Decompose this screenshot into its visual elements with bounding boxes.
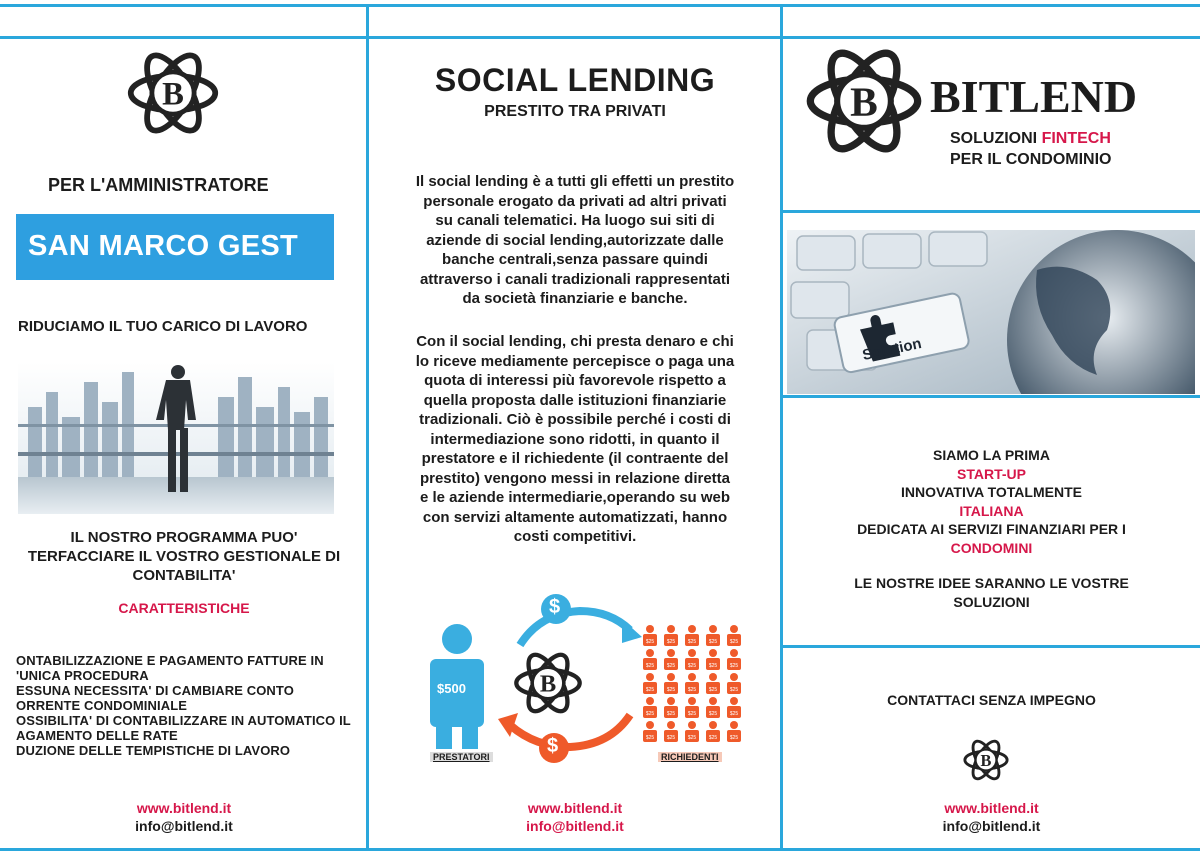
borrower-figure: [706, 721, 720, 742]
dollar-up-label: $: [549, 596, 561, 618]
borrower-amount: $25: [687, 639, 697, 645]
paragraph-line: quota di interessi più favorevole rispetto a: [424, 372, 726, 389]
paragraph-line: prestatore e il richiedente (il contraente del: [421, 450, 729, 467]
brand-tagline: [950, 130, 1111, 148]
paragraph-line: Il social lending è a tutti gli effetti un prestito: [415, 173, 735, 190]
paragraph-line: costi competitivi.: [513, 528, 637, 545]
borrower-figure: [643, 697, 657, 718]
page-subtitle: PRESTITO TRA PRIVATI: [484, 103, 666, 120]
borrower-amount: $25: [645, 687, 655, 693]
borrower-figure: [727, 625, 741, 646]
lending-diagram: [400, 585, 760, 775]
bitlend-logo-icon: [512, 647, 584, 719]
intro-line-red: CONDOMINI: [950, 539, 1033, 556]
admin-heading: PER L'AMMINISTRATORE: [48, 175, 269, 195]
borrower-figure: [727, 649, 741, 670]
borrower-figure: [664, 697, 678, 718]
borrower-figure: [727, 673, 741, 694]
ideas-line: SOLUZIONI: [953, 593, 1030, 610]
contact-cta[interactable]: CONTATTACI SENZA IMPEGNO: [887, 692, 1096, 708]
borrower-figure: [706, 625, 720, 646]
borrower-figure: [664, 721, 678, 742]
website-link[interactable]: www.bitlend.it: [136, 800, 232, 816]
borrower-amount: $25: [666, 735, 676, 741]
paragraph-line: da società finanziarie e banche.: [462, 290, 688, 307]
bitlend-logo-icon: [962, 736, 1010, 784]
intro-line: DEDICATA AI SERVIZI FINANZIARI PER I: [857, 521, 1126, 537]
borrower-amount: $25: [729, 687, 739, 693]
email-link[interactable]: info@bitlend.it: [942, 818, 1041, 834]
borrower-figure: [685, 673, 699, 694]
intro-line: INNOVATIVA TOTALMENTE: [901, 484, 1082, 500]
feature-line: 'UNICA PROCEDURA: [16, 668, 149, 683]
intro-line-red: START-UP: [957, 465, 1026, 482]
product-banner: [16, 214, 334, 280]
intro-block: [783, 446, 1200, 557]
borrower-amount: $25: [666, 687, 676, 693]
product-banner-label: SAN MARCO GEST: [28, 230, 299, 262]
borrower-figure: [706, 673, 720, 694]
paragraph-line: tradizionali. Ciò è possibile perché i costi di: [419, 411, 731, 428]
borrower-figure: [643, 673, 657, 694]
borrower-figure: [727, 721, 741, 742]
tagline: RIDUCIAMO IL TUO CARICO DI LAVORO: [18, 318, 308, 335]
borrower-figure: [706, 697, 720, 718]
borrower-amount: $25: [708, 711, 718, 717]
tagline-fintech: FINTECH: [1041, 130, 1111, 147]
borrower-figure: [643, 625, 657, 646]
paragraph-line: intermediazione sono ridotti, in quanto il: [430, 430, 720, 448]
paragraph-line: e le aziende intermediarie,operando su web: [419, 489, 731, 506]
ideas-line: LE NOSTRE IDEE SARANNO LE VOSTRE: [854, 575, 1129, 591]
borrower-amount: $25: [666, 711, 676, 717]
borrower-amount: $25: [708, 687, 718, 693]
borrower-amount: $25: [729, 663, 739, 669]
paragraph-line: prestito) vengono messi in relazione diretta: [419, 469, 731, 487]
page-title: SOCIAL LENDING: [434, 62, 716, 98]
program-line: IL NOSTRO PROGRAMMA PUO': [70, 529, 298, 546]
feature-line: ORRENTE CONDOMINIALE: [16, 698, 187, 713]
program-line: CONTABILITA': [132, 567, 236, 584]
borrower-amount: $25: [708, 663, 718, 669]
intro-line-red: ITALIANA: [959, 502, 1024, 519]
borrower-figure: [664, 673, 678, 694]
borrower-amount: $25: [645, 735, 655, 741]
city-skyline-photo: [18, 362, 334, 514]
lender-label: PRESTATORI: [430, 752, 493, 762]
borrower-figure: [685, 649, 699, 670]
borrower-label: RICHIEDENTI: [658, 752, 722, 762]
bitlend-logo-icon: [125, 45, 221, 141]
borrower-figure: [664, 625, 678, 646]
website-link[interactable]: www.bitlend.it: [527, 800, 623, 816]
website-link[interactable]: www.bitlend.it: [944, 800, 1039, 816]
paragraph-line: Con il social lending, chi presta denaro e chi: [416, 333, 734, 350]
borrower-figure: [643, 721, 657, 742]
detail-paragraph: [372, 332, 778, 547]
borrower-amount: $25: [666, 639, 676, 645]
ideas-text: [783, 574, 1200, 611]
borrower-figure: [685, 697, 699, 718]
keyboard-globe-photo: [787, 230, 1195, 394]
paragraph-line: attraverso i canali tradizionali rappresentati: [419, 270, 731, 288]
tagline-text: SOLUZIONI: [950, 130, 1042, 147]
solution-key-label: Solution: [860, 334, 924, 365]
borrower-amount: $25: [729, 639, 739, 645]
borrower-figure: [664, 649, 678, 670]
program-text: [16, 528, 352, 585]
borrower-figure: [685, 721, 699, 742]
brand-name: BITLEND: [930, 71, 1138, 122]
borrower-amount: $25: [645, 639, 655, 645]
bitlend-logo-icon: [800, 40, 928, 162]
feature-line: OSSIBILITA' DI CONTABILIZZARE IN AUTOMATICO IL: [16, 713, 351, 728]
paragraph-line: con servizi altamente automatizzati, hanno: [422, 508, 728, 526]
paragraph-line: banche centrali,senza passare quindi: [442, 251, 708, 268]
intro-paragraph: [372, 172, 778, 309]
feature-line: ONTABILIZZAZIONE E PAGAMENTO FATTURE IN: [16, 653, 324, 668]
paragraph-line: su canali telematici. Ha luogo sui siti di: [435, 212, 715, 229]
dollar-down-label: $: [547, 735, 559, 757]
paragraph-line: personale erogato da privati ad altri privati: [423, 192, 727, 210]
lender-amount: $500: [437, 681, 466, 696]
borrower-figure: [643, 649, 657, 670]
borrower-amount: $25: [687, 687, 697, 693]
borrower-figure: [685, 625, 699, 646]
feature-line: AGAMENTO DELLE RATE: [16, 728, 178, 743]
email-link[interactable]: info@bitlend.it: [526, 818, 624, 834]
features-title: CARATTERISTICHE: [118, 600, 250, 616]
borrower-amount: $25: [687, 735, 697, 741]
brand-tagline-2: PER IL CONDOMINIO: [950, 151, 1112, 168]
borrower-amount: $25: [729, 735, 739, 741]
borrower-amount: $25: [687, 711, 697, 717]
borrower-amount: $25: [729, 711, 739, 717]
program-line: TERFACCIARE IL VOSTRO GESTIONALE DI: [27, 548, 341, 565]
intro-line: SIAMO LA PRIMA: [933, 447, 1050, 463]
borrower-figure: [727, 697, 741, 718]
paragraph-line: quella proposta dalle istituzioni finanziarie: [423, 391, 727, 409]
email-link[interactable]: info@bitlend.it: [135, 818, 233, 834]
borrower-amount: $25: [645, 663, 655, 669]
borrowers-grid: [638, 623, 748, 748]
borrower-figure: [706, 649, 720, 670]
borrower-amount: $25: [708, 639, 718, 645]
feature-line: DUZIONE DELLE TEMPISTICHE DI LAVORO: [16, 743, 291, 758]
feature-line: ESSUNA NECESSITA' DI CAMBIARE CONTO: [16, 683, 294, 698]
paragraph-line: aziende di social lending,autorizzate dalle: [426, 231, 724, 249]
paragraph-line: lo riceve mediamente percepisce o paga una: [415, 352, 735, 370]
borrower-amount: $25: [666, 663, 676, 669]
borrower-amount: $25: [708, 735, 718, 741]
borrower-amount: $25: [687, 663, 697, 669]
borrower-amount: $25: [645, 711, 655, 717]
